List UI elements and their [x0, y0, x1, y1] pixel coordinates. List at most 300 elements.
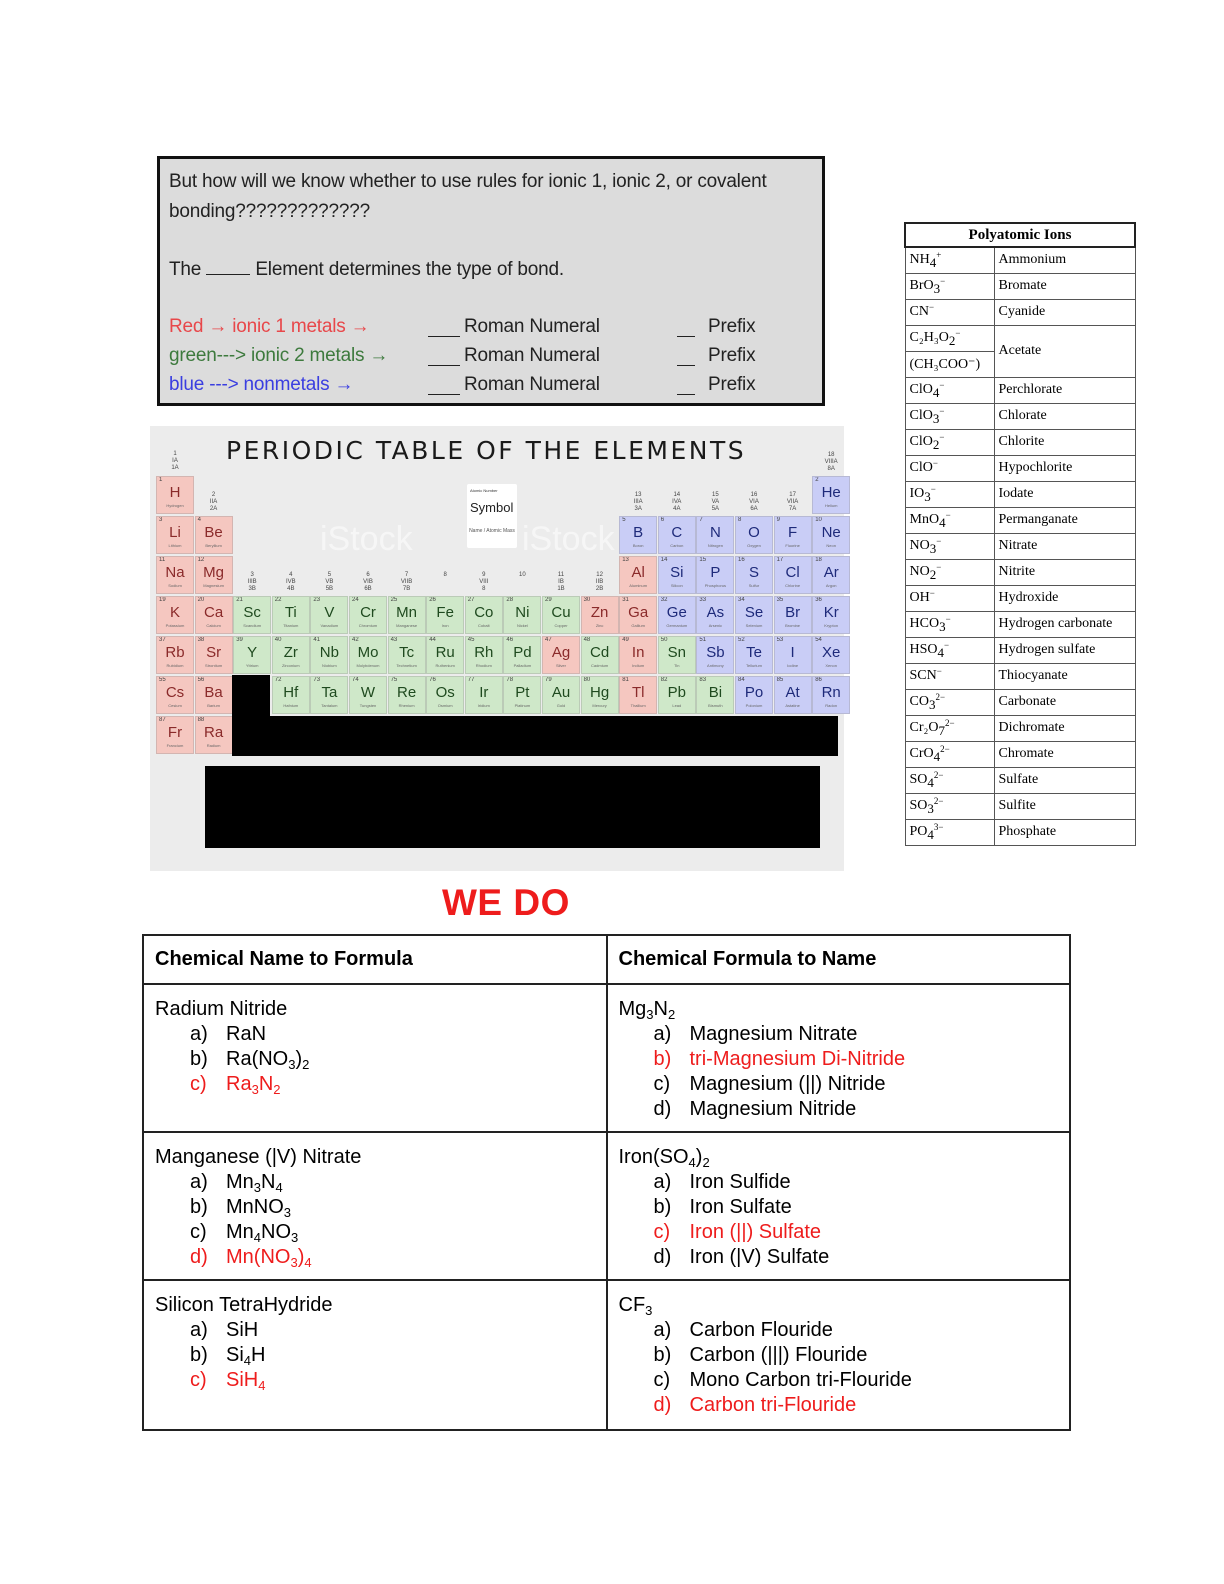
element-name: Potassium [165, 623, 185, 628]
ion-row [905, 403, 1135, 429]
prefix-label: Prefix [708, 345, 756, 366]
question-line-3-start: The [169, 259, 202, 280]
element-ruthenium [426, 636, 464, 674]
atomic-number: 85 [776, 677, 784, 683]
option-letter: b) [653, 1048, 672, 1070]
element-name: Carbon [670, 543, 684, 548]
atomic-number: 14 [660, 557, 668, 563]
roman-numeral-blank [428, 320, 460, 337]
answer-option[interactable] [155, 1343, 595, 1368]
element-bromine [774, 596, 812, 634]
group-label: 17 VIIA 7A [786, 492, 799, 512]
element-symbol: Sb [706, 644, 725, 661]
option-letter: d) [653, 1246, 672, 1268]
ion-formula: OH− [905, 585, 994, 611]
ion-formula: $CO_3^{2-}$ [905, 689, 994, 715]
element-cadmium [581, 636, 619, 674]
element-thallium [619, 676, 657, 714]
element-symbol: Se [744, 604, 764, 621]
ion-name: Phosphate [994, 819, 1135, 845]
atomic-number: 7 [699, 517, 703, 523]
we-do-heading: WE DO [442, 882, 570, 923]
element-symbol: Pt [515, 684, 530, 701]
atomic-number: 16 [738, 557, 745, 563]
ion-name: Chromate [994, 741, 1135, 767]
element-name: Arsenic [708, 623, 723, 628]
group-label: 15 VA 5A [711, 492, 720, 512]
element-magnesium [195, 556, 233, 594]
prefix-blank [677, 378, 695, 395]
atomic-number: 27 [467, 597, 475, 603]
atomic-number: 23 [313, 597, 321, 603]
prefix-blank [677, 349, 695, 366]
element-symbol: He [821, 484, 841, 501]
element-symbol: B [633, 524, 644, 541]
atomic-number: 38 [197, 637, 205, 643]
group-label: 13 IIIA 3A [633, 492, 643, 512]
option-text: $Ra_3N_2$ [226, 1073, 281, 1097]
atomic-number: 10 [815, 517, 822, 523]
roman-numeral-blank [428, 349, 460, 366]
element-name: Copper [554, 623, 568, 628]
element-name: Beryllium [205, 543, 222, 548]
element-palladium [503, 636, 541, 674]
ion-row [905, 273, 1135, 299]
exercise-row [143, 1280, 1070, 1430]
element-symbol: Ba [204, 684, 223, 701]
element-name: Rhodium [475, 663, 492, 668]
element-symbol: Ge [666, 604, 687, 621]
element-name: Platinum [514, 703, 531, 708]
answer-option[interactable] [619, 1368, 1059, 1393]
option-letter: a) [653, 1023, 672, 1045]
col-header-name-to-formula: Chemical Name to Formula [143, 935, 607, 984]
atomic-number: 44 [429, 637, 436, 643]
ion-row [905, 429, 1135, 455]
option-letter: c) [190, 1073, 207, 1095]
element-name: Bromine [785, 623, 801, 628]
element-name: Zinc [595, 623, 604, 628]
element-name: Gold [556, 703, 566, 708]
ion-row [905, 481, 1135, 507]
atomic-number: 36 [815, 597, 822, 603]
option-letter: c) [190, 1221, 207, 1243]
element-aluminum [619, 556, 657, 594]
element-name: Zirconium [282, 663, 300, 668]
element-iridium [465, 676, 503, 714]
exercise-prompt: Radium Nitride [155, 998, 288, 1020]
element-symbol: Au [551, 684, 571, 701]
polyatomic-ions-table [904, 222, 1136, 846]
question-line-2: bonding????????????? [169, 201, 370, 222]
element-key [467, 484, 517, 548]
element-name: Krypton [824, 623, 839, 628]
element-symbol: Mg [203, 564, 225, 581]
answer-option-correct[interactable] [155, 1245, 595, 1270]
ion-formula: ClO− [905, 455, 994, 481]
atomic-number: 78 [506, 677, 514, 683]
element-scandium [233, 596, 271, 634]
element-tungsten [349, 676, 387, 714]
element-cobalt [465, 596, 503, 634]
element-name: Boron [632, 543, 644, 548]
element-symbol: Os [435, 684, 455, 701]
element-yttrium [233, 636, 271, 674]
group-label: 10 [519, 572, 526, 578]
atomic-number: 12 [197, 557, 205, 563]
answer-option[interactable] [155, 1318, 595, 1343]
formula-to-name-cell [607, 1132, 1071, 1280]
element-symbol: Ag [551, 644, 571, 661]
answer-option[interactable] [155, 1022, 595, 1047]
element-symbol: As [706, 604, 725, 621]
element-name: Chlorine [785, 583, 801, 588]
element-tantalum [310, 676, 348, 714]
answer-option-correct[interactable] [619, 1220, 1059, 1245]
option-letter: a) [190, 1319, 208, 1341]
option-text: Carbon (|||) Flouride [689, 1344, 868, 1366]
ion-name: Chlorate [994, 403, 1135, 429]
element-lead [658, 676, 696, 714]
element-symbol: Fe [436, 604, 454, 621]
element-name: Oxygen [747, 543, 761, 548]
atomic-number: 75 [390, 677, 398, 683]
answer-option[interactable] [619, 1195, 1059, 1220]
ion-formula: $SO_3^{2-}$ [905, 793, 994, 819]
element-rhenium [388, 676, 426, 714]
element-symbol: Cu [551, 604, 571, 621]
ion-formula: ClO$_3$− [905, 403, 994, 429]
element-fluorine [774, 516, 812, 554]
ion-name: Cyanide [994, 299, 1135, 325]
element-silver [542, 636, 580, 674]
element-name: Helium [824, 503, 838, 508]
element-symbol: Nb [319, 644, 339, 661]
atomic-number: 1 [159, 477, 163, 483]
ion-formula: $IO_3^-$ [905, 481, 994, 507]
group-label: 5 VB 5B [325, 572, 334, 592]
atomic-number: 35 [776, 597, 784, 603]
ion-formula: MnO$_4$− [905, 507, 994, 533]
atomic-number: 79 [545, 677, 552, 683]
exercise-prompt: $Iron(SO_4)_2$ [618, 1146, 710, 1170]
element-indium [619, 636, 657, 674]
exercise-prompt: Manganese (|V) Nitrate [155, 1146, 362, 1168]
element-name: Ruthenium [435, 663, 455, 668]
element-symbol: Si [670, 564, 684, 581]
element-chlorine [774, 556, 812, 594]
element-manganese [388, 596, 426, 634]
ion-name: Carbonate [994, 689, 1135, 715]
element-name: Neon [826, 543, 836, 548]
atomic-number: 53 [776, 637, 784, 643]
option-letter: b) [190, 1344, 208, 1366]
element-name: Thallium [630, 703, 646, 708]
option-text: Iron Sulfide [689, 1171, 791, 1193]
element-name: Xenon [825, 663, 837, 668]
answer-option-correct[interactable] [155, 1368, 595, 1393]
answer-option[interactable] [619, 1245, 1059, 1270]
watermark: iStock [522, 520, 615, 558]
ion-name: Hydrogen carbonate [994, 611, 1135, 637]
element-mercury [581, 676, 619, 714]
atomic-number: 2 [815, 477, 819, 483]
prefix-label: Prefix [708, 374, 756, 395]
ion-formula: ClO$_2$− [905, 429, 994, 455]
name-to-formula-cell [143, 1132, 607, 1280]
option-text: $Si_4H$ [226, 1344, 266, 1368]
element-symbol: Li [169, 524, 181, 541]
ion-formula: $NO_2^-$ [905, 559, 994, 585]
element-name: Scandium [243, 623, 262, 628]
element-symbol: Po [744, 684, 764, 701]
atomic-number: 28 [506, 597, 514, 603]
element-name: Phosphorus [704, 583, 727, 588]
atomic-number: 9 [776, 517, 780, 523]
ion-formula: CN− [905, 299, 994, 325]
element-radium [195, 716, 233, 754]
option-text: $Mn_4NO_3$ [226, 1221, 299, 1245]
atomic-number: 41 [313, 637, 321, 643]
ion-formula: $Cr_2O_7^{2-}$ [905, 715, 994, 741]
element-name: Magnesium [203, 583, 224, 588]
element-name: Nitrogen [707, 543, 723, 548]
element-symbol: Te [746, 644, 762, 661]
element-titanium [272, 596, 310, 634]
element-name: Hafnium [283, 703, 299, 708]
key-symbol: Symbol [470, 500, 514, 515]
option-letter: b) [653, 1344, 672, 1366]
group-label: 8 [443, 572, 447, 578]
element-name: Selenium [745, 623, 763, 628]
atomic-number: 40 [274, 637, 282, 643]
element-symbol: Rn [821, 684, 841, 701]
answer-option[interactable] [155, 1220, 595, 1245]
element-name: Bismuth [708, 703, 723, 708]
group-label: 7 VIIB 7B [400, 572, 413, 592]
answer-option-correct[interactable] [619, 1047, 1059, 1072]
element-name: Cadmium [591, 663, 609, 668]
periodic-table-image [150, 426, 844, 871]
ion-formula: $SO_4^{2-}$ [905, 767, 994, 793]
option-text: Iron (||) Sulfate [689, 1221, 822, 1243]
element-name: Germanium [666, 623, 688, 628]
element-symbol: Rh [474, 644, 494, 661]
ion-formula: CrO$_4^{2-}$ [905, 741, 994, 767]
element-name: Palladium [513, 663, 532, 668]
answer-option[interactable] [155, 1195, 595, 1220]
element-chromium [349, 596, 387, 634]
option-text: $Ra(NO_3)_2$ [226, 1048, 310, 1072]
element-astatine [774, 676, 812, 714]
ion-name: Iodate [994, 481, 1135, 507]
element-symbol: Re [397, 684, 417, 701]
element-symbol: Al [631, 564, 645, 581]
answer-option[interactable] [619, 1097, 1059, 1122]
element-molybdenum [349, 636, 387, 674]
bond-rule-label: blue ---> nonmetals → [169, 374, 354, 395]
answer-option[interactable] [619, 1072, 1059, 1097]
element-symbol: Sr [206, 644, 222, 661]
option-letter: c) [653, 1369, 671, 1391]
watermark: iStock [320, 520, 413, 558]
element-symbol: F [788, 524, 798, 541]
ion-formula-alt: (CH₃COO⁻) [905, 351, 994, 377]
atomic-number: 50 [660, 637, 668, 643]
element-selenium [735, 596, 773, 634]
element-name: Iron [441, 623, 449, 628]
roman-numeral-label: Roman Numeral [464, 316, 600, 337]
atomic-number: 43 [390, 637, 398, 643]
element-gold [542, 676, 580, 714]
option-text: RaN [226, 1023, 267, 1045]
answer-option-correct[interactable] [619, 1393, 1059, 1418]
ion-formula: $HSO_4^-$ [905, 637, 994, 663]
ion-row [905, 377, 1135, 403]
ion-name: Hydroxide [994, 585, 1135, 611]
option-letter: b) [653, 1196, 672, 1218]
option-letter: c) [653, 1221, 671, 1243]
periodic-table-title: PERIODIC TABLE OF THE ELEMENTS [226, 436, 747, 465]
element-name: Niobium [322, 663, 337, 668]
element-symbol: Hf [283, 684, 299, 701]
element-name: Silicon [670, 583, 683, 588]
group-label: 9 VIII 8 [479, 572, 489, 592]
element-name: Tellurium [745, 663, 762, 668]
atomic-number: 72 [274, 677, 282, 683]
atomic-number: 51 [699, 637, 707, 643]
ion-name: Hypochlorite [994, 455, 1135, 481]
option-letter: a) [653, 1171, 672, 1193]
element-symbol: Zr [283, 644, 298, 661]
ion-row [905, 819, 1135, 845]
element-symbol: Mo [357, 644, 379, 661]
element-vanadium [310, 596, 348, 634]
atomic-number: 30 [583, 597, 591, 603]
element-symbol: S [748, 564, 759, 581]
option-text: Magnesium (||) Nitride [689, 1073, 886, 1095]
option-text: $Mn(NO_3)_4$ [226, 1246, 312, 1270]
group-label: 14 IVA 4A [672, 492, 682, 512]
ion-row [905, 559, 1135, 585]
group-label: 16 VIA 6A [749, 492, 759, 512]
element-symbol: At [785, 684, 800, 701]
atomic-number: 4 [197, 517, 201, 523]
answer-option[interactable] [619, 1170, 1059, 1195]
element-name: Technetium [396, 663, 417, 668]
element-symbol: Sc [243, 604, 261, 621]
element-symbol: Hg [590, 684, 610, 701]
atomic-number: 86 [815, 677, 822, 683]
atomic-number: 87 [159, 717, 166, 723]
element-nitrogen [696, 516, 734, 554]
answer-option[interactable] [155, 1170, 595, 1195]
element-potassium [156, 596, 194, 634]
option-text: tri-Magnesium Di-Nitride [689, 1048, 906, 1070]
element-symbol: Pd [513, 644, 532, 661]
element-name: Osmium [437, 703, 453, 708]
atomic-number: 80 [583, 677, 591, 683]
element-barium [195, 676, 233, 714]
ion-row [905, 689, 1135, 715]
ion-formula: $C_2H_3O_2^-$ [905, 325, 994, 351]
formula-to-name-cell [607, 1280, 1071, 1430]
question-line-3 [169, 258, 564, 281]
element-boron [619, 516, 657, 554]
option-letter: a) [190, 1171, 208, 1193]
answer-option[interactable] [619, 1343, 1059, 1368]
key-name-mass: Name / Atomic Mass [469, 528, 515, 534]
element-symbol: Ca [204, 604, 224, 621]
answer-option[interactable] [155, 1047, 595, 1072]
element-symbol: Cs [165, 684, 185, 701]
answer-option[interactable] [619, 1022, 1059, 1047]
element-krypton [812, 596, 850, 634]
atomic-number: 88 [197, 717, 205, 723]
element-name: Lead [672, 703, 682, 708]
element-name: Vanadium [320, 623, 339, 628]
atomic-number: 47 [545, 637, 552, 643]
ion-formula: BrO$_3$− [905, 273, 994, 299]
atomic-number: 73 [313, 677, 321, 683]
atomic-number: 54 [815, 637, 822, 643]
element-name: Cobalt [478, 623, 490, 628]
element-name: Argon [825, 583, 837, 588]
element-symbol: W [360, 684, 376, 701]
element-name: Radium [206, 743, 221, 748]
question-line-1: But how will we know whether to use rules for ionic 1, ionic 2, or covalent [169, 171, 767, 192]
redacted-region [205, 766, 820, 848]
element-name: Rhenium [398, 703, 415, 708]
group-label: 11 IB 1B [557, 572, 565, 592]
element-symbol: In [631, 644, 645, 661]
option-letter: a) [653, 1319, 672, 1341]
answer-option-correct[interactable] [155, 1072, 595, 1097]
ion-name: Thiocyanate [994, 663, 1135, 689]
ion-name: Nitrite [994, 559, 1135, 585]
element-symbol: Y [247, 644, 258, 661]
element-zinc [581, 596, 619, 634]
exercise-row [143, 1132, 1070, 1280]
redacted-region [270, 716, 838, 756]
option-letter: c) [190, 1369, 207, 1391]
element-symbol: Rb [165, 644, 185, 661]
element-oxygen [735, 516, 773, 554]
atomic-number: 82 [660, 677, 668, 683]
answer-option[interactable] [619, 1318, 1059, 1343]
atomic-number: 81 [622, 677, 629, 683]
element-name: Mercury [592, 703, 607, 708]
atomic-number: 19 [159, 597, 166, 603]
element-arsenic [696, 596, 734, 634]
element-symbol: Br [785, 604, 801, 621]
exercise-prompt: Silicon TetraHydride [155, 1294, 333, 1316]
element-iron [426, 596, 464, 634]
atomic-number: 11 [159, 557, 166, 563]
element-germanium [658, 596, 696, 634]
element-symbol: Sn [667, 644, 686, 661]
option-letter: b) [190, 1048, 208, 1070]
element-name: Silver [555, 663, 566, 668]
formula-to-name-cell [607, 984, 1071, 1132]
bond-type-question-box [157, 156, 825, 406]
element-niobium [310, 636, 348, 674]
ion-row [905, 507, 1135, 533]
element-copper [542, 596, 580, 634]
atomic-number: 46 [506, 637, 514, 643]
element-name: Tungsten [359, 703, 377, 708]
ion-row [905, 793, 1135, 819]
